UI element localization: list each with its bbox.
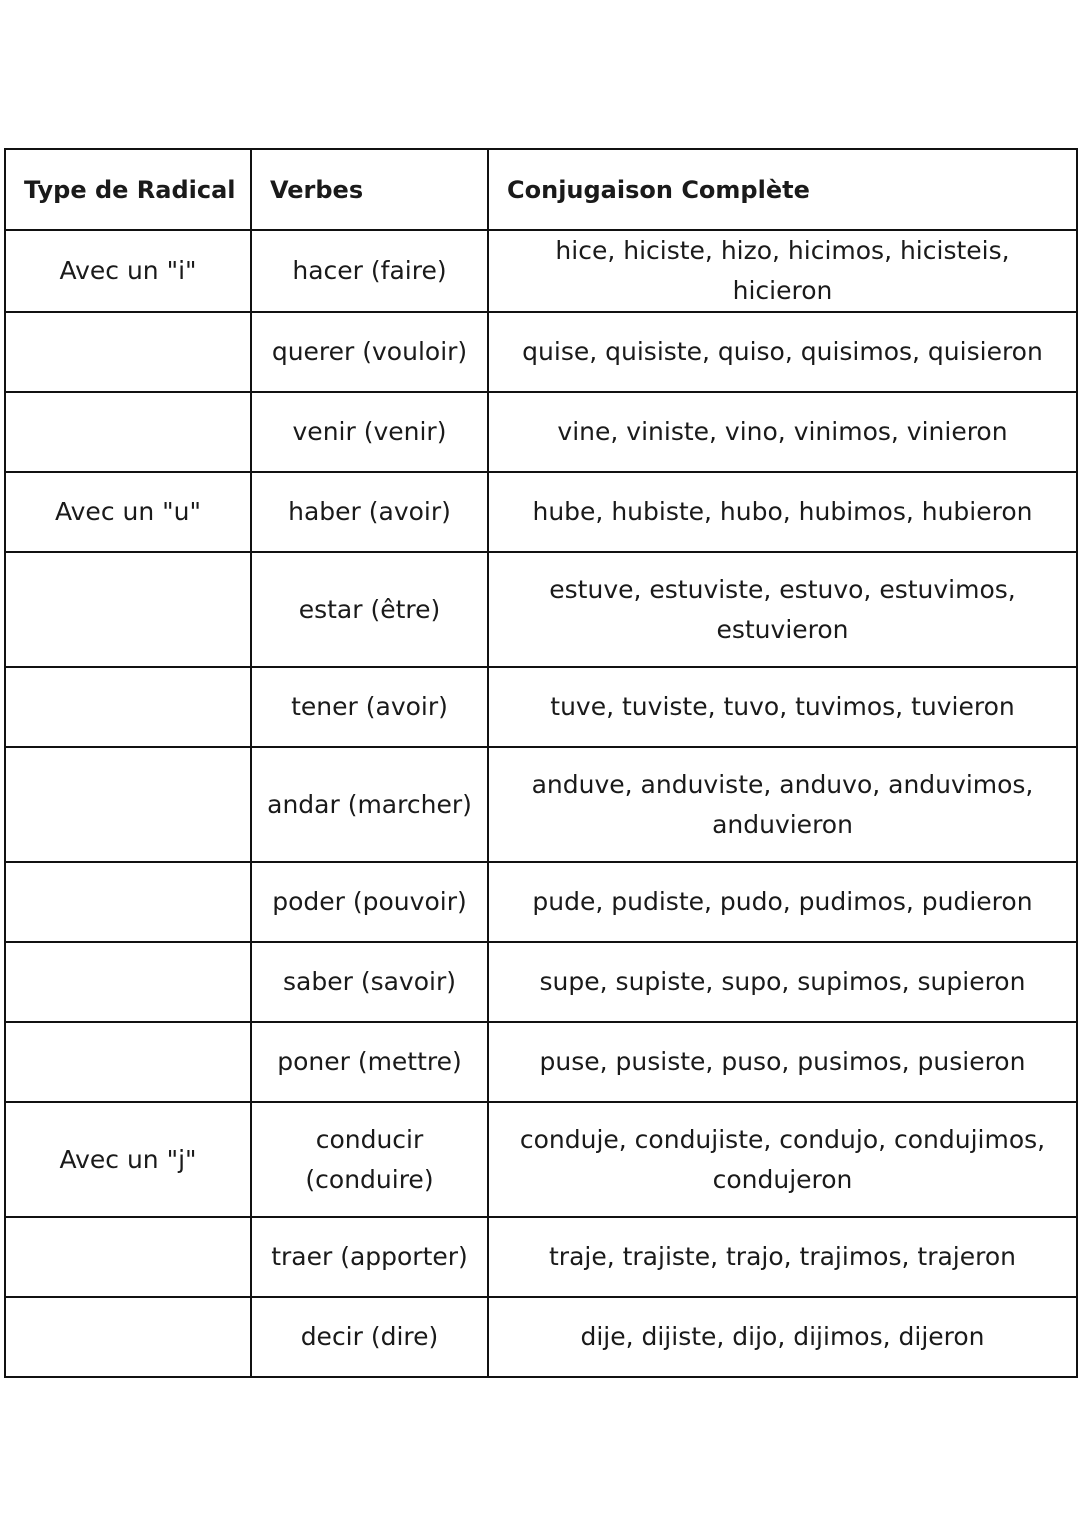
cell-verb: decir (dire): [251, 1297, 488, 1377]
cell-radical-type: [5, 312, 251, 392]
cell-conjugation: supe, supiste, supo, supimos, supieron: [488, 942, 1077, 1022]
table-row: [5, 392, 1077, 472]
table-row: [5, 747, 1077, 862]
cell-verb: traer (apporter): [251, 1217, 488, 1297]
cell-radical-type: [5, 552, 251, 667]
header-verbes: Verbes: [251, 149, 488, 230]
cell-conjugation: hice, hiciste, hizo, hicimos, hicisteis, hicieron: [488, 230, 1077, 312]
table-body: [5, 230, 1077, 1377]
table-row: [5, 1297, 1077, 1377]
table-row: [5, 552, 1077, 667]
cell-verb: saber (savoir): [251, 942, 488, 1022]
header-conjugaison: Conjugaison Complète: [488, 149, 1077, 230]
cell-radical-type: Avec un "j": [5, 1102, 251, 1217]
cell-conjugation: traje, trajiste, trajo, trajimos, trajeron: [488, 1217, 1077, 1297]
cell-radical-type: [5, 667, 251, 747]
table-row: [5, 312, 1077, 392]
cell-conjugation: quise, quisiste, quiso, quisimos, quisieron: [488, 312, 1077, 392]
cell-verb: poner (mettre): [251, 1022, 488, 1102]
cell-verb: conducir (conduire): [251, 1102, 488, 1217]
table-row: [5, 667, 1077, 747]
table-row: [5, 1217, 1077, 1297]
conjugation-table: [4, 148, 1078, 1378]
cell-verb: hacer (faire): [251, 230, 488, 312]
table-row: [5, 862, 1077, 942]
cell-verb: tener (avoir): [251, 667, 488, 747]
cell-verb: querer (vouloir): [251, 312, 488, 392]
cell-conjugation: anduve, anduviste, anduvo, anduvimos, anduvieron: [488, 747, 1077, 862]
cell-verb: haber (avoir): [251, 472, 488, 552]
table-row: [5, 942, 1077, 1022]
cell-verb: andar (marcher): [251, 747, 488, 862]
cell-verb: poder (pouvoir): [251, 862, 488, 942]
cell-radical-type: [5, 942, 251, 1022]
cell-radical-type: [5, 1217, 251, 1297]
cell-conjugation: dije, dijiste, dijo, dijimos, dijeron: [488, 1297, 1077, 1377]
cell-conjugation: tuve, tuviste, tuvo, tuvimos, tuvieron: [488, 667, 1077, 747]
cell-conjugation: vine, viniste, vino, vinimos, vinieron: [488, 392, 1077, 472]
cell-conjugation: conduje, condujiste, condujo, condujimos, condujeron: [488, 1102, 1077, 1217]
cell-radical-type: Avec un "i": [5, 230, 251, 312]
cell-conjugation: pude, pudiste, pudo, pudimos, pudieron: [488, 862, 1077, 942]
table-row: [5, 1102, 1077, 1217]
cell-verb: estar (être): [251, 552, 488, 667]
cell-radical-type: [5, 392, 251, 472]
cell-radical-type: [5, 1022, 251, 1102]
cell-radical-type: Avec un "u": [5, 472, 251, 552]
table-row: [5, 472, 1077, 552]
cell-verb: venir (venir): [251, 392, 488, 472]
cell-radical-type: [5, 747, 251, 862]
table-header: [5, 149, 1077, 230]
cell-conjugation: hube, hubiste, hubo, hubimos, hubieron: [488, 472, 1077, 552]
cell-radical-type: [5, 862, 251, 942]
cell-conjugation: puse, pusiste, puso, pusimos, pusieron: [488, 1022, 1077, 1102]
cell-conjugation: estuve, estuviste, estuvo, estuvimos, estuvieron: [488, 552, 1077, 667]
header-row: [5, 149, 1077, 230]
cell-radical-type: [5, 1297, 251, 1377]
header-type-de-radical: Type de Radical: [5, 149, 251, 230]
table-row: [5, 230, 1077, 312]
table-row: [5, 1022, 1077, 1102]
